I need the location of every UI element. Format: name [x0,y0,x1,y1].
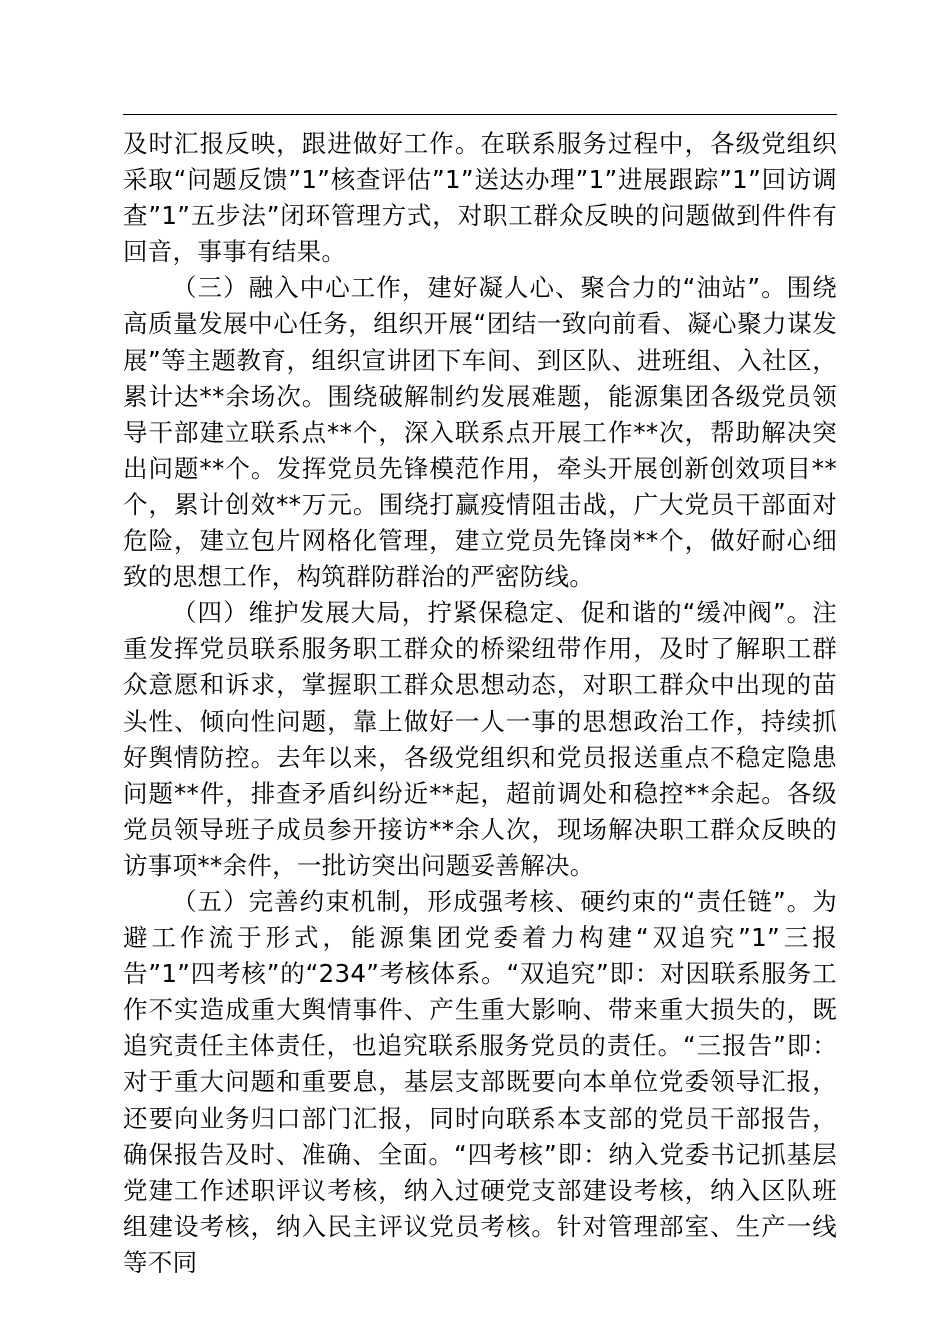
paragraph-section-4: （四）维护发展大局，拧紧保稳定、促和谐的“缓冲阀”。注重发挥党员联系服务职工群众的桥梁纽带作用，及时了解职工群众意愿和诉求，掌握职工群众思想动态，对职工群众中出现的苗头性、倾向性问题，靠上做好一人一事的思想政治工作，持续抓好舆情防控。去年以来，各级党组织和党员报送重点不稳定隐患问题**件，排查矛盾纠纷近**起，超前调处和稳控**余起。各级党员领导班子成员参开接访**余人次，现场解决职工群众反映的访事项**余件，一批访突出问题妥善解决。 [123,598,837,880]
header-rule [123,114,837,115]
paragraph-continuation: 及时汇报反映，跟进做好工作。在联系服务过程中，各级党组织采取“问题反馈”1”核查评估”1”送达办理”1”进展跟踪”1”回访调查”1”五步法”闭环管理方式，对职工群众反映的问题做到件件有回音，事事有结果。 [123,129,837,267]
paragraph-section-3: （三）融入中心工作，建好凝人心、聚合力的“油站”。围绕高质量发展中心任务，组织开展“团结一致向前看、凝心聚力谋发展”等主题教育，组织宣讲团下车间、到区队、进班组、入社区，累计达**余场次。围绕破解制约发展难题，能源集团各级党员领导干部建立联系点**个，深入联系点开展工作**次，帮助解决突出问题**个。发挥党员先锋模范作用，牵头开展创新创效项目**个，累计创效**万元。围绕打赢疫情阻击战，广大党员干部面对危险，建立包片网格化管理，建立党员先锋岗**个，做好耐心细致的思想工作，构筑群防群治的严密防线。 [123,273,837,592]
paragraph-section-5: （五）完善约束机制，形成强考核、硬约束的“责任链”。为避工作流于形式，能源集团党委着力构建“双追究”1”三报告”1”四考核”的“234”考核体系。“双追究”即：对因联系服务工作不实造成重大舆情事件、产生重大影响、带来重大损失的，既追究责任主体责任，也追究联系服务党员的责任。“三报告”即：对于重大问题和重要息，基层支部既要向本单位党委领导汇报，还要向业务归口部门汇报，同时向联系本支部的党员干部报告，确保报告及时、准确、全面。“四考核”即：纳入党委书记抓基层党建工作述职评议考核，纳入过硬党支部建设考核，纳入区队班组建设考核，纳入民主评议党员考核。针对管理部室、生产一线等不同 [123,886,837,1277]
document-body [123,126,837,1281]
